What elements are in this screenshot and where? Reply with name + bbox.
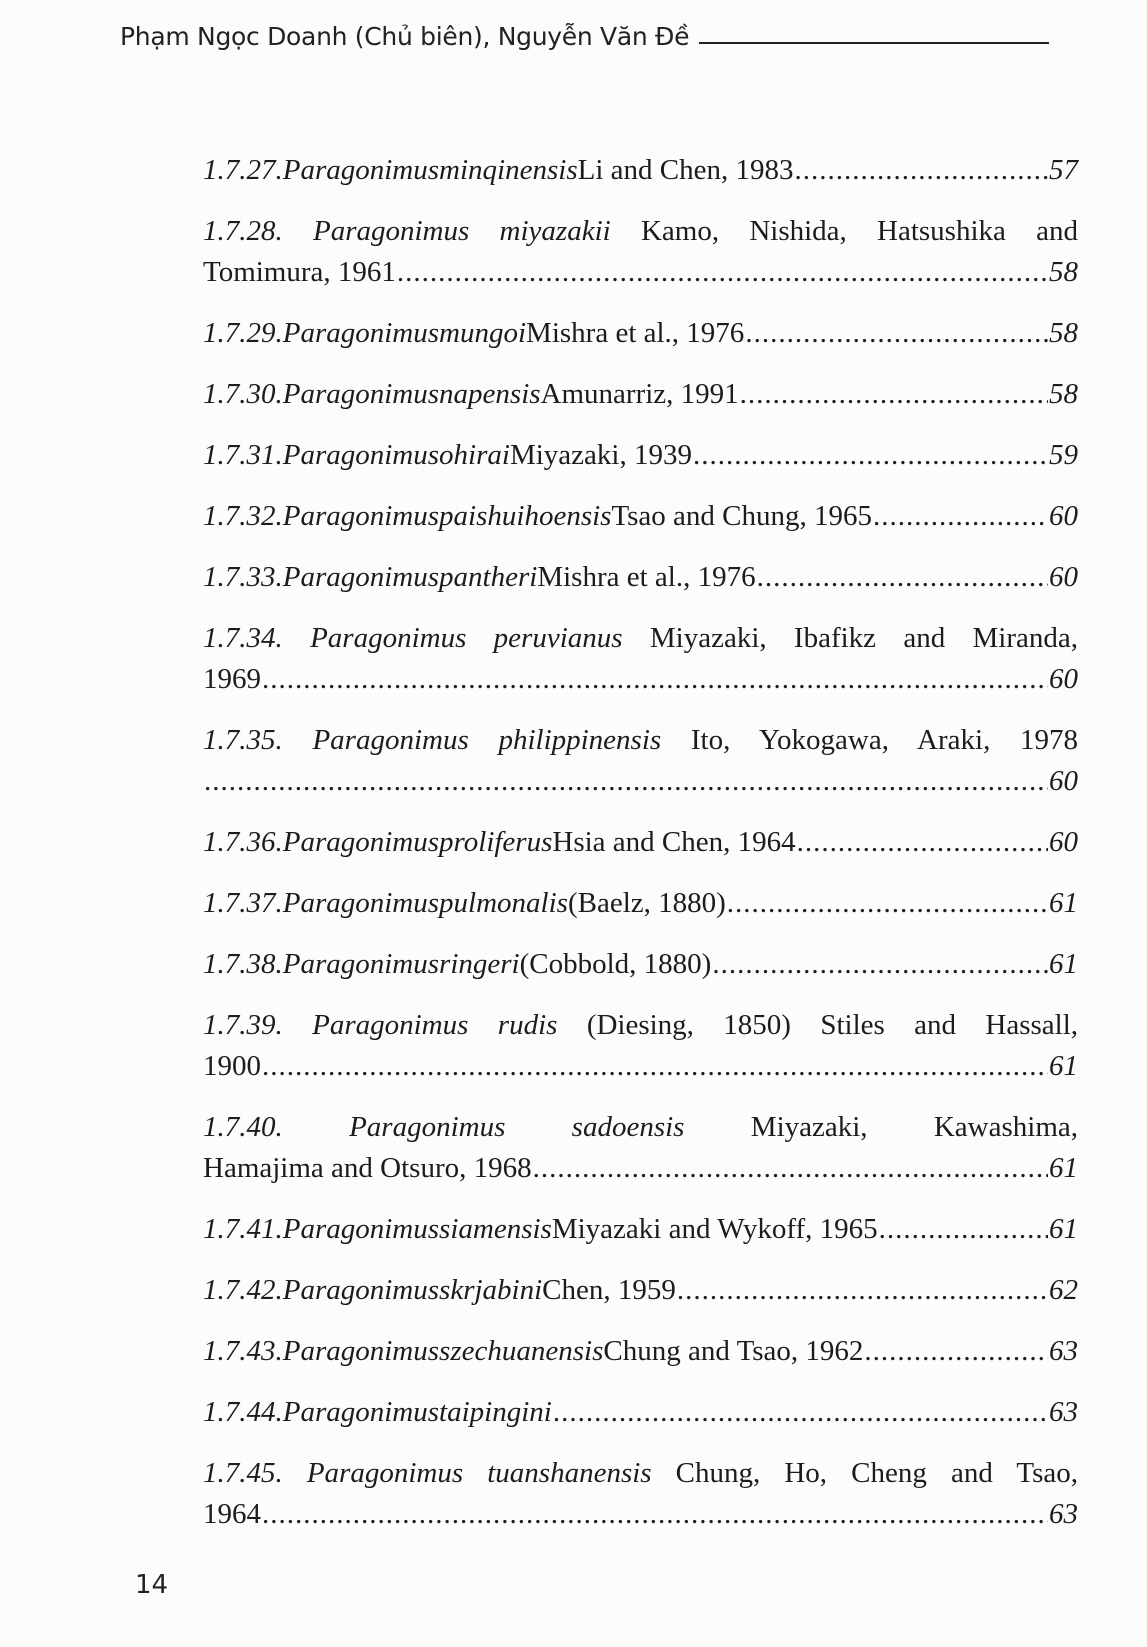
running-title: Phạm Ngọc Doanh (Chủ biên), Nguyễn Văn Đề [120, 22, 690, 51]
entry-number: 1.7.29. [203, 317, 283, 349]
page-number: 14 [135, 1570, 169, 1600]
toc-entry[interactable] [203, 944, 1078, 985]
toc-line [203, 1453, 1078, 1494]
entry-number: 1.7.38. [203, 948, 283, 980]
page-ref: 60 [1049, 561, 1078, 593]
running-header [120, 22, 1060, 51]
entry-number: 1.7.32. [203, 500, 283, 532]
genus-name: Paragonimus [310, 622, 467, 654]
toc-line [203, 211, 1078, 252]
dot-leader [712, 944, 1048, 985]
dot-leader [262, 1046, 1048, 1087]
entry-number: 1.7.42. [203, 1274, 283, 1306]
page-ref: 60 [1049, 500, 1078, 532]
author-citation: (Cobbold, 1880) [519, 948, 712, 980]
genus-name: Paragonimus [349, 1111, 506, 1143]
genus-name: Paragonimus [282, 1274, 440, 1306]
author-citation: Chung, Ho, Cheng and Tsao, [675, 1457, 1078, 1489]
toc-line [203, 496, 1078, 537]
page-ref: 63 [1049, 1335, 1078, 1367]
species-name: proliferus [439, 826, 553, 858]
page-ref: 61 [1049, 1050, 1078, 1082]
toc-entry[interactable] [203, 1005, 1078, 1087]
dot-leader [879, 1209, 1048, 1250]
dot-leader [262, 659, 1048, 700]
toc-line [203, 313, 1078, 354]
page-ref: 63 [1049, 1396, 1078, 1428]
author-citation: (Diesing, 1850) Stiles and Hassall, [586, 1009, 1079, 1041]
entry-number: 1.7.34. [203, 622, 283, 654]
species-name: sadoensis [571, 1111, 685, 1143]
author-citation: Miyazaki, Kawashima, [750, 1111, 1079, 1143]
dot-leader [693, 435, 1048, 476]
genus-name: Paragonimus [282, 378, 440, 410]
species-name: pantheri [439, 561, 538, 593]
toc-entry[interactable] [203, 1392, 1078, 1433]
entry-number: 1.7.36. [203, 826, 283, 858]
toc-line [203, 374, 1078, 415]
genus-name: Paragonimus [282, 154, 440, 186]
entry-number: 1.7.44. [203, 1396, 283, 1428]
author-citation: Hsia and Chen, 1964 [552, 826, 796, 858]
author-citation-continued: Hamajima and Otsuro, 1968 [203, 1152, 532, 1184]
genus-name: Paragonimus [282, 561, 440, 593]
entry-number: 1.7.30. [203, 378, 283, 410]
author-citation: Chen, 1959 [542, 1274, 676, 1306]
genus-name: Paragonimus [282, 1213, 440, 1245]
author-citation: Li and Chen, 1983 [577, 154, 794, 186]
dot-leader [397, 252, 1048, 293]
page-ref: 59 [1049, 439, 1078, 471]
author-citation-continued: Tomimura, 1961 [203, 256, 396, 288]
page-ref: 58 [1049, 317, 1078, 349]
author-citation-continued: 1964 [203, 1498, 261, 1530]
species-name: szechuanensis [439, 1335, 604, 1367]
species-name: rudis [497, 1009, 558, 1041]
dot-leader [533, 1148, 1048, 1189]
toc-entry[interactable] [203, 883, 1078, 924]
entry-number: 1.7.37. [203, 887, 283, 919]
toc-line [203, 618, 1078, 659]
toc-line [203, 1392, 1078, 1433]
species-name: ringeri [439, 948, 520, 980]
page-ref: 61 [1049, 1213, 1078, 1245]
toc-line [203, 150, 1078, 191]
toc-entry[interactable] [203, 435, 1078, 476]
species-name: mungoi [439, 317, 527, 349]
toc-line [203, 1331, 1078, 1372]
dot-leader [873, 496, 1048, 537]
genus-name: Paragonimus [282, 500, 440, 532]
toc-line-continued [203, 1046, 1078, 1087]
toc-entry[interactable] [203, 1107, 1078, 1189]
dot-leader [740, 374, 1048, 415]
entry-number: 1.7.31. [203, 439, 283, 471]
author-citation: Mishra et al., 1976 [526, 317, 745, 349]
author-citation: Tsao and Chung, 1965 [611, 500, 873, 532]
author-citation: Miyazaki and Wykoff, 1965 [551, 1213, 878, 1245]
toc-line-continued [203, 659, 1078, 700]
genus-name: Paragonimus [282, 887, 440, 919]
table-of-contents [203, 150, 1078, 1555]
page-ref: 58 [1049, 256, 1078, 288]
species-name: skrjabini [439, 1274, 543, 1306]
genus-name: Paragonimus [306, 1457, 464, 1489]
toc-line [203, 1209, 1078, 1250]
dot-leader [797, 822, 1048, 863]
author-citation: Amunarriz, 1991 [540, 378, 739, 410]
species-name: ohirai [439, 439, 510, 471]
page-ref: 60 [1049, 663, 1078, 695]
toc-entry[interactable] [203, 150, 1078, 191]
genus-name: Paragonimus [312, 1009, 469, 1041]
author-citation: Miyazaki, 1939 [509, 439, 692, 471]
entry-number: 1.7.27. [203, 154, 283, 186]
species-name: tuanshanensis [487, 1457, 652, 1489]
toc-line-continued [203, 761, 1078, 802]
genus-name: Paragonimus [282, 1396, 440, 1428]
dot-leader [864, 1331, 1048, 1372]
toc-line [203, 720, 1078, 761]
entry-number: 1.7.40. [203, 1111, 283, 1143]
toc-entry[interactable] [203, 211, 1078, 293]
dot-leader [262, 1494, 1048, 1535]
toc-line [203, 944, 1078, 985]
author-citation: Mishra et al., 1976 [537, 561, 756, 593]
genus-name: Paragonimus [282, 1335, 440, 1367]
toc-line [203, 1107, 1078, 1148]
toc-line [203, 1270, 1078, 1311]
page-ref: 63 [1049, 1498, 1078, 1530]
toc-line [203, 822, 1078, 863]
genus-name: Paragonimus [312, 724, 469, 756]
dot-leader [794, 150, 1048, 191]
toc-entry[interactable] [203, 1209, 1078, 1250]
toc-line [203, 883, 1078, 924]
toc-entry[interactable] [203, 557, 1078, 598]
page-ref: 61 [1049, 1152, 1078, 1184]
page-ref: 62 [1049, 1274, 1078, 1306]
page-ref: 58 [1049, 378, 1078, 410]
author-citation-continued: 1969 [203, 663, 261, 695]
dot-leader [727, 883, 1048, 924]
toc-entry[interactable] [203, 313, 1078, 354]
author-citation: Miyazaki, Ibafikz and Miranda, [649, 622, 1079, 654]
entry-number: 1.7.28. [203, 215, 283, 247]
toc-line-continued [203, 1494, 1078, 1535]
genus-name: Paragonimus [282, 948, 440, 980]
toc-line-continued [203, 252, 1078, 293]
species-name: philippinensis [498, 724, 662, 756]
dot-leader [553, 1392, 1048, 1433]
dot-leader [677, 1270, 1048, 1311]
species-name: miyazakii [499, 215, 611, 247]
species-name: minqinensis [439, 154, 578, 186]
toc-entry[interactable] [203, 822, 1078, 863]
entry-number: 1.7.39. [203, 1009, 283, 1041]
toc-entry[interactable] [203, 1453, 1078, 1535]
author-citation-continued: 1900 [203, 1050, 261, 1082]
page-ref: 60 [1049, 765, 1078, 797]
toc-entry[interactable] [203, 374, 1078, 415]
dot-leader [757, 557, 1048, 598]
genus-name: Paragonimus [282, 439, 440, 471]
species-name: peruvianus [493, 622, 623, 654]
header-rule [699, 42, 1049, 44]
dot-leader [745, 313, 1048, 354]
author-citation: Ito, Yokogawa, Araki, 1978 [690, 724, 1079, 756]
toc-entry[interactable] [203, 1270, 1078, 1311]
genus-name: Paragonimus [282, 317, 440, 349]
species-name: paishuihoensis [439, 500, 612, 532]
toc-entry[interactable] [203, 1331, 1078, 1372]
toc-line [203, 435, 1078, 476]
page-ref: 61 [1049, 887, 1078, 919]
entry-number: 1.7.45. [203, 1457, 283, 1489]
species-name: siamensis [439, 1213, 552, 1245]
author-citation: Chung and Tsao, 1962 [603, 1335, 864, 1367]
page-ref: 60 [1049, 826, 1078, 858]
page-ref: 61 [1049, 948, 1078, 980]
species-name: pulmonalis [439, 887, 568, 919]
entry-number: 1.7.43. [203, 1335, 283, 1367]
toc-line [203, 557, 1078, 598]
genus-name: Paragonimus [282, 826, 440, 858]
author-citation: (Baelz, 1880) [567, 887, 726, 919]
toc-entry[interactable] [203, 618, 1078, 700]
entry-number: 1.7.41. [203, 1213, 283, 1245]
entry-number: 1.7.33. [203, 561, 283, 593]
toc-line-continued [203, 1148, 1078, 1189]
genus-name: Paragonimus [313, 215, 470, 247]
toc-entry[interactable] [203, 496, 1078, 537]
dot-leader [204, 761, 1048, 802]
species-name: taipingini [439, 1396, 552, 1428]
species-name: napensis [439, 378, 541, 410]
author-citation: Kamo, Nishida, Hatsushika and [640, 215, 1079, 247]
page-ref: 57 [1049, 154, 1078, 186]
toc-entry[interactable] [203, 720, 1078, 802]
toc-line [203, 1005, 1078, 1046]
entry-number: 1.7.35. [203, 724, 283, 756]
